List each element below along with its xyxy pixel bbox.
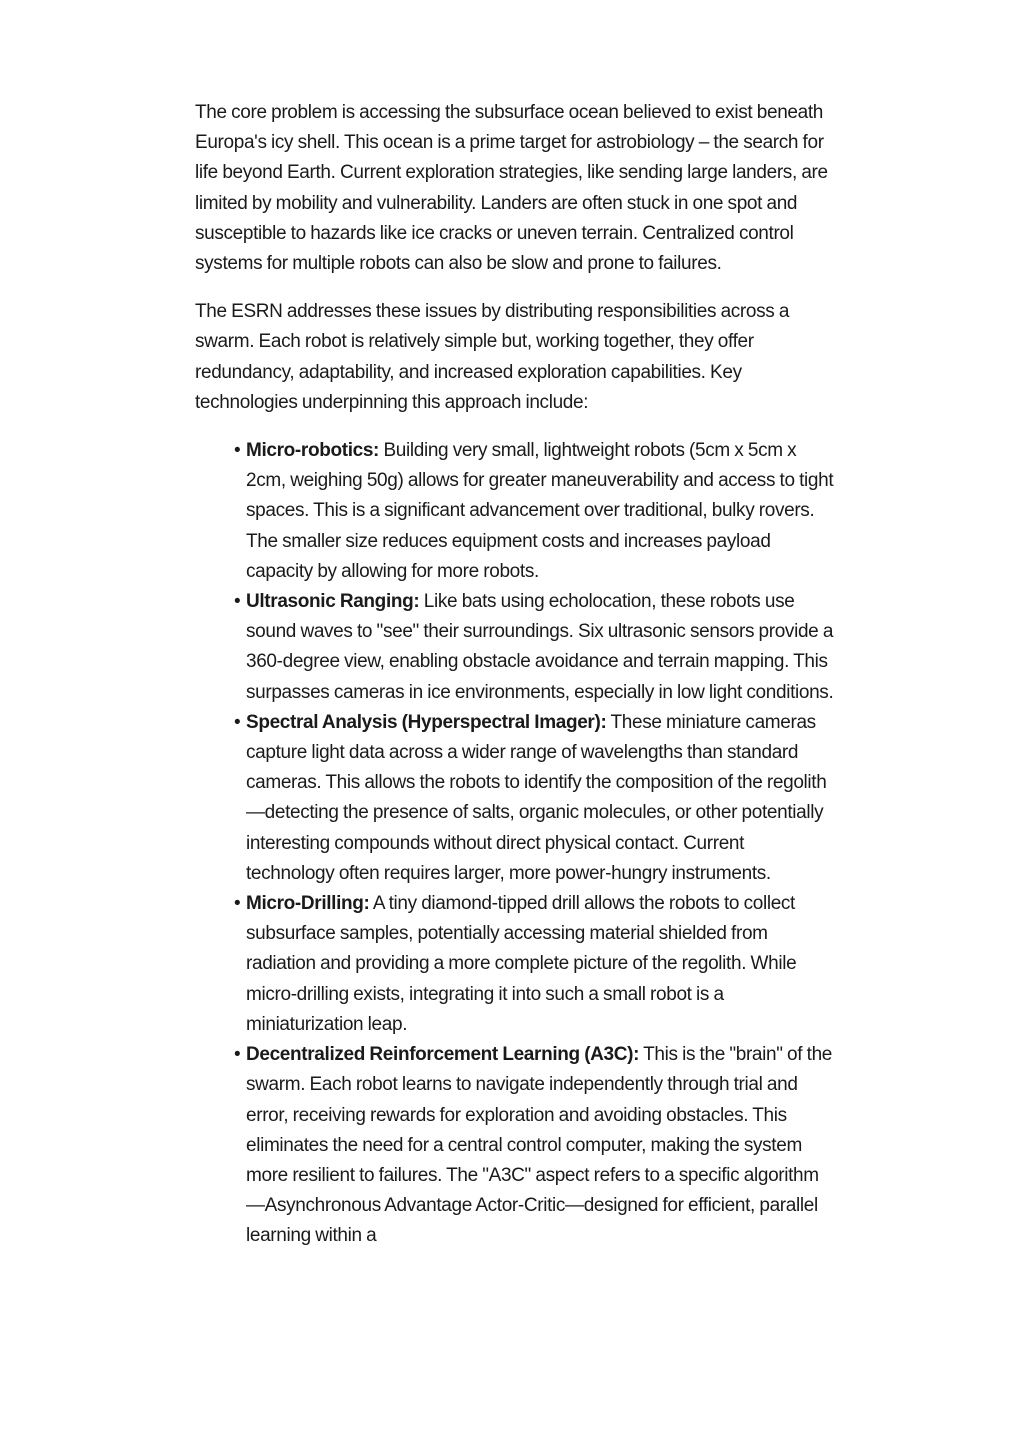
term-description: A tiny diamond-tipped drill allows the robots to collect subsurface samples, potentially accessing material shielded from radiation and providing a more complete picture of the regolith. While micro-drilling exists, integrating it into such a small robot is a miniaturization leap. — [246, 893, 797, 1035]
intro-paragraph-problem: The core problem is accessing the subsurface ocean believed to exist beneath Europa's icy shell. This ocean is a prime target for astrobiology – the search for life beyond Earth. Current exploration strategies, like sending large landers, are limited by mobility and vulnerability. Landers are often stuck in one spot and susceptible to hazards like ice cracks or uneven terrain. Centralized control systems for multiple robots can also be slow and prone to failures. — [195, 102, 828, 275]
term-description: Building very small, lightweight robots (5cm x 5cm x 2cm, weighing 50g) allows for greater maneuverability and access to tight spaces. This is a significant advancement over traditional, bulky rovers. The smaller size reduces equipment costs and increases payload capacity by allowing for more robots. — [246, 440, 834, 582]
list-item-micro-robotics — [234, 436, 835, 587]
bullet-icon: • — [234, 711, 241, 733]
document-page — [195, 98, 835, 1252]
term-label: Ultrasonic Ranging: — [246, 591, 420, 613]
list-item-decentralized-rl — [234, 1040, 835, 1251]
term-label: Micro-robotics: — [246, 440, 380, 462]
technologies-list — [195, 436, 835, 1251]
intro-paragraph-esrn: The ESRN addresses these issues by distributing responsibilities across a swarm. Each robot is relatively simple but, working together, they offer redundancy, adaptability, and increased exploration capabilities. Key technologies underpinning this approach include: — [195, 301, 790, 413]
term-description: Like bats using echolocation, these robots use sound waves to "see" their surroundings. Six ultrasonic sensors provide a 360-degree view, enabling obstacle avoidance and terrain mapping. This surpasses cameras in ice environments, especially in low light conditions. — [246, 591, 834, 703]
list-item-spectral-analysis — [234, 708, 835, 889]
bullet-icon: • — [234, 440, 241, 462]
bullet-icon: • — [234, 1044, 241, 1066]
bullet-icon: • — [234, 591, 241, 613]
term-label: Spectral Analysis (Hyperspectral Imager): — [246, 711, 607, 733]
bullet-icon: • — [234, 893, 241, 915]
term-label: Micro-Drilling: — [246, 893, 370, 915]
term-description: These miniature cameras capture light data across a wider range of wavelengths than standard cameras. This allows the robots to identify the composition of the regolith—detecting the presence of salts, organic molecules, or other potentially interesting compounds without direct physical contact. Current technology often requires larger, more power-hungry instruments. — [246, 711, 827, 884]
list-item-ultrasonic-ranging — [234, 587, 835, 708]
term-description: This is the "brain" of the swarm. Each robot learns to navigate independently through trial and error, receiving rewards for exploration and avoiding obstacles. This eliminates the need for a central control computer, making the system more resilient to failures. The "A3C" aspect refers to a specific algorithm—Asynchronous Advantage Actor-Critic—designed for efficient, parallel learning within a — [246, 1044, 832, 1247]
list-item-micro-drilling — [234, 889, 835, 1040]
term-label: Decentralized Reinforcement Learning (A3C): — [246, 1044, 640, 1066]
